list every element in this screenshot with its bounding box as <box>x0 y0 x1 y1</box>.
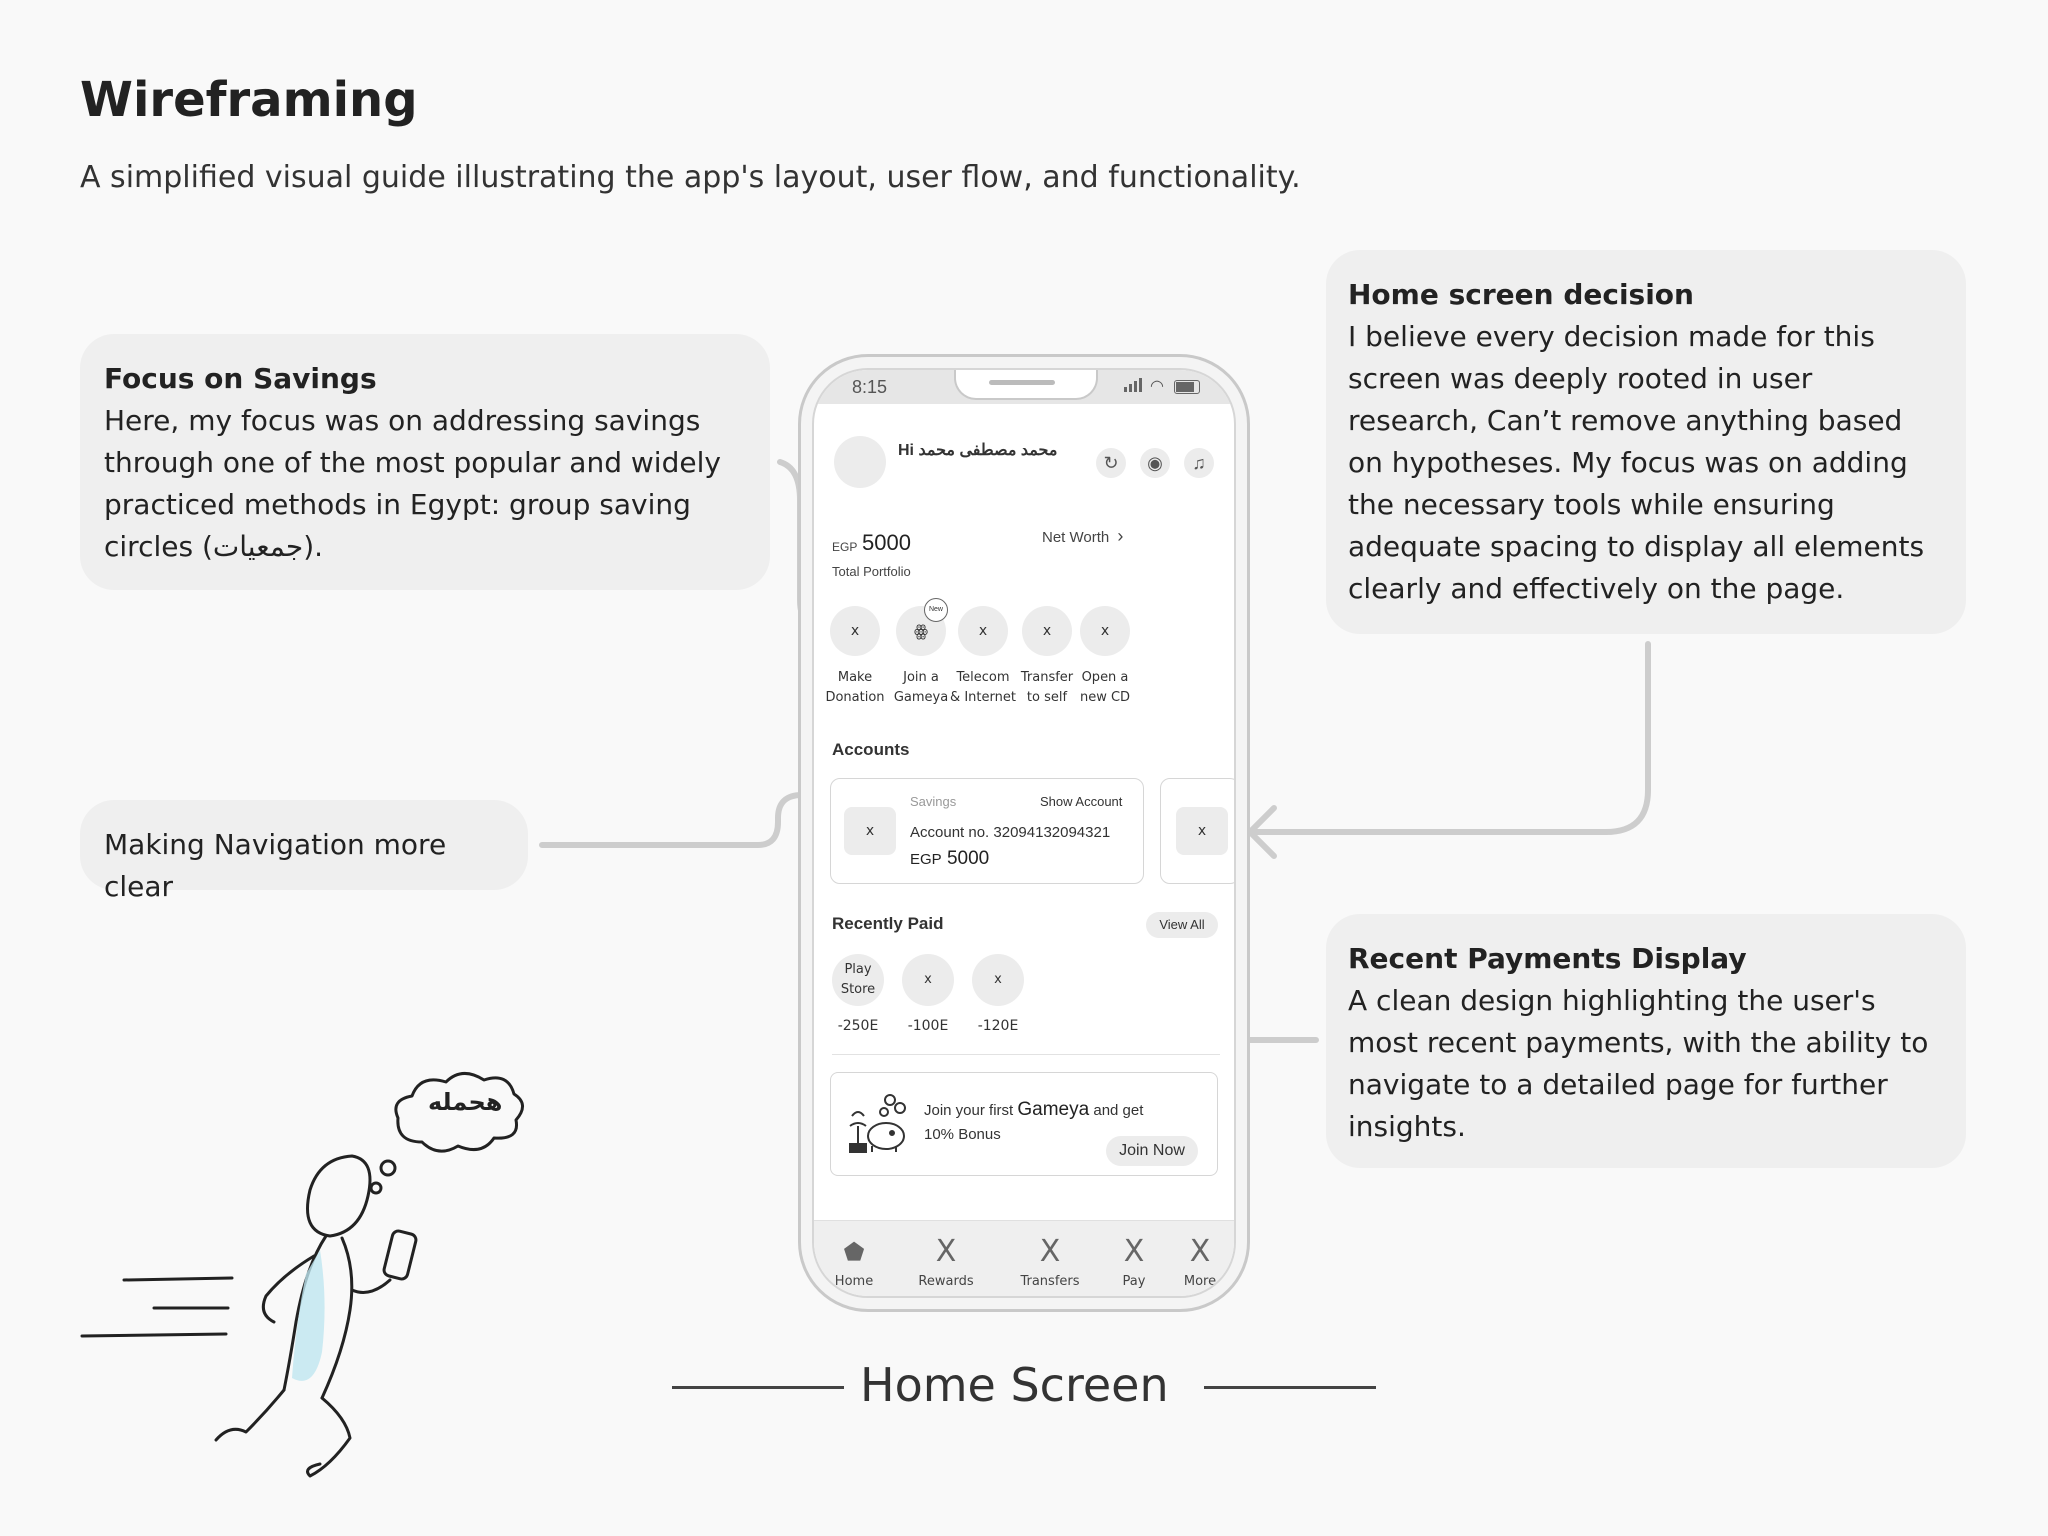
promo-text: Join your first Gameya and get 10% Bonus <box>924 1099 1144 1143</box>
avatar[interactable] <box>834 436 886 488</box>
account-balance: EGP 5000 <box>910 848 990 869</box>
status-time: 8:15 <box>852 377 888 397</box>
recently-paid-title: Recently Paid <box>832 914 944 933</box>
portfolio-currency: EGP <box>832 540 858 554</box>
x-icon: Ⅹ <box>1039 1234 1061 1269</box>
recent-payment-amount: -250E <box>837 1018 879 1034</box>
join-now-button[interactable]: Join Now <box>1106 1136 1198 1166</box>
callout-title: Focus on Savings <box>104 362 377 395</box>
tab-label: Home <box>834 1274 874 1289</box>
callout-recent-payments <box>1326 914 1966 1168</box>
account-type: Savings <box>910 794 957 809</box>
eye-icon[interactable]: ◉ <box>1140 448 1170 478</box>
arrow-home <box>1252 644 1648 832</box>
quick-action-label: Make Donation <box>825 670 885 705</box>
recent-payee[interactable]: x <box>902 954 954 1006</box>
view-all-button[interactable]: View All <box>1146 912 1218 938</box>
callout-navigation <box>80 800 528 903</box>
divider <box>832 1054 1220 1055</box>
chevron-right-icon: › <box>1117 526 1124 546</box>
tab-rewards[interactable] <box>906 1236 986 1289</box>
page-subtitle: A simplified visual guide illustrating the app's layout, user flow, and functionality. <box>80 160 1301 195</box>
refresh-icon[interactable]: ↻ <box>1096 448 1126 478</box>
recent-payee[interactable]: x <box>972 954 1024 1006</box>
greeting: Hi محمد مصطفى محمد <box>898 442 1058 459</box>
show-account-link[interactable]: Show Account <box>1040 794 1123 809</box>
quick-action-label: Telecom & Internet <box>950 670 1016 705</box>
caption-rule-right <box>1204 1386 1376 1389</box>
net-worth-link[interactable] <box>1042 526 1123 547</box>
signal-icon <box>1124 370 1148 400</box>
page-title: Wireframing <box>80 72 418 128</box>
bell-icon[interactable]: ♫ <box>1184 448 1214 478</box>
home-icon: ⬟ <box>843 1238 865 1266</box>
tab-more[interactable] <box>1160 1236 1236 1289</box>
quick-action-telecom[interactable] <box>958 606 1008 656</box>
quick-action-transfer[interactable] <box>1022 606 1072 656</box>
callout-body: Making Navigation more clear <box>104 828 447 903</box>
quick-action-label: Join a Gameya <box>893 670 949 705</box>
account-icon-placeholder: x <box>844 807 896 855</box>
x-placeholder-icon: x <box>1100 623 1110 639</box>
portfolio-amount: 5000 <box>862 530 911 555</box>
x-icon: Ⅹ <box>935 1234 957 1269</box>
phone-screen <box>812 368 1236 1298</box>
quick-action-label: Transfer to self <box>1020 670 1074 705</box>
battery-icon <box>1174 380 1200 394</box>
tab-label: Rewards <box>918 1274 974 1289</box>
speaker-grille <box>989 380 1055 385</box>
tab-label: Transfers <box>1020 1274 1080 1289</box>
callout-body: Here, my focus was on addressing savings through one of the most popular and widely practiced methods in Egypt: group saving circles (جمعيات). <box>104 404 721 563</box>
account-icon-placeholder: x <box>1176 807 1228 855</box>
tab-label: More <box>1183 1274 1217 1289</box>
quick-action-open-cd[interactable] <box>1080 606 1130 656</box>
recent-payee-play-store[interactable]: Play Store <box>832 954 884 1006</box>
callout-title: Recent Payments Display <box>1348 942 1747 975</box>
accounts-title: Accounts <box>832 740 910 759</box>
net-worth-label: Net Worth <box>1042 529 1110 546</box>
callout-home-screen-decision <box>1326 250 1966 634</box>
recent-payment-amount: -100E <box>907 1018 949 1034</box>
running-person-illustration <box>70 1060 540 1480</box>
callout-body: A clean design highlighting the user's most recent payments, with the ability to navigate to a detailed page for further insights. <box>1348 984 1929 1143</box>
savings-illustration-icon <box>844 1086 914 1156</box>
account-number: Account no. 32094132094321 <box>910 824 1111 841</box>
tab-home[interactable] <box>814 1236 894 1289</box>
x-icon: Ⅹ <box>1189 1234 1211 1269</box>
caption-rule-left <box>672 1386 844 1389</box>
tab-label: Pay <box>1122 1274 1146 1289</box>
callout-body: I believe every decision made for this screen was deeply rooted in user research, Can’t remove anything based on hypotheses. My focus was on adding the necessary tools while ensuring adequate spacing to display all elements clearly and effectively on the page. <box>1348 320 1925 605</box>
tab-transfers[interactable] <box>1010 1236 1090 1289</box>
wifi-icon: ◠ <box>1150 378 1164 395</box>
people-icon: ꙮ <box>913 621 929 640</box>
callout-focus-on-savings <box>80 334 770 590</box>
x-placeholder-icon: x <box>1042 623 1052 639</box>
x-placeholder-icon: x <box>850 623 860 639</box>
x-icon: Ⅹ <box>1123 1234 1145 1269</box>
quick-action-make-donation[interactable] <box>830 606 880 656</box>
x-placeholder-icon: x <box>978 623 988 639</box>
new-badge: New <box>924 598 948 622</box>
portfolio-label: Total Portfolio <box>832 564 911 579</box>
recent-payment-amount: -120E <box>977 1018 1019 1034</box>
thought-bubble-text: هحمله <box>428 1088 503 1116</box>
callout-title: Home screen decision <box>1348 278 1694 311</box>
quick-action-label: Open a new CD <box>1079 670 1131 705</box>
home-screen-caption: Home Screen <box>860 1358 1169 1412</box>
